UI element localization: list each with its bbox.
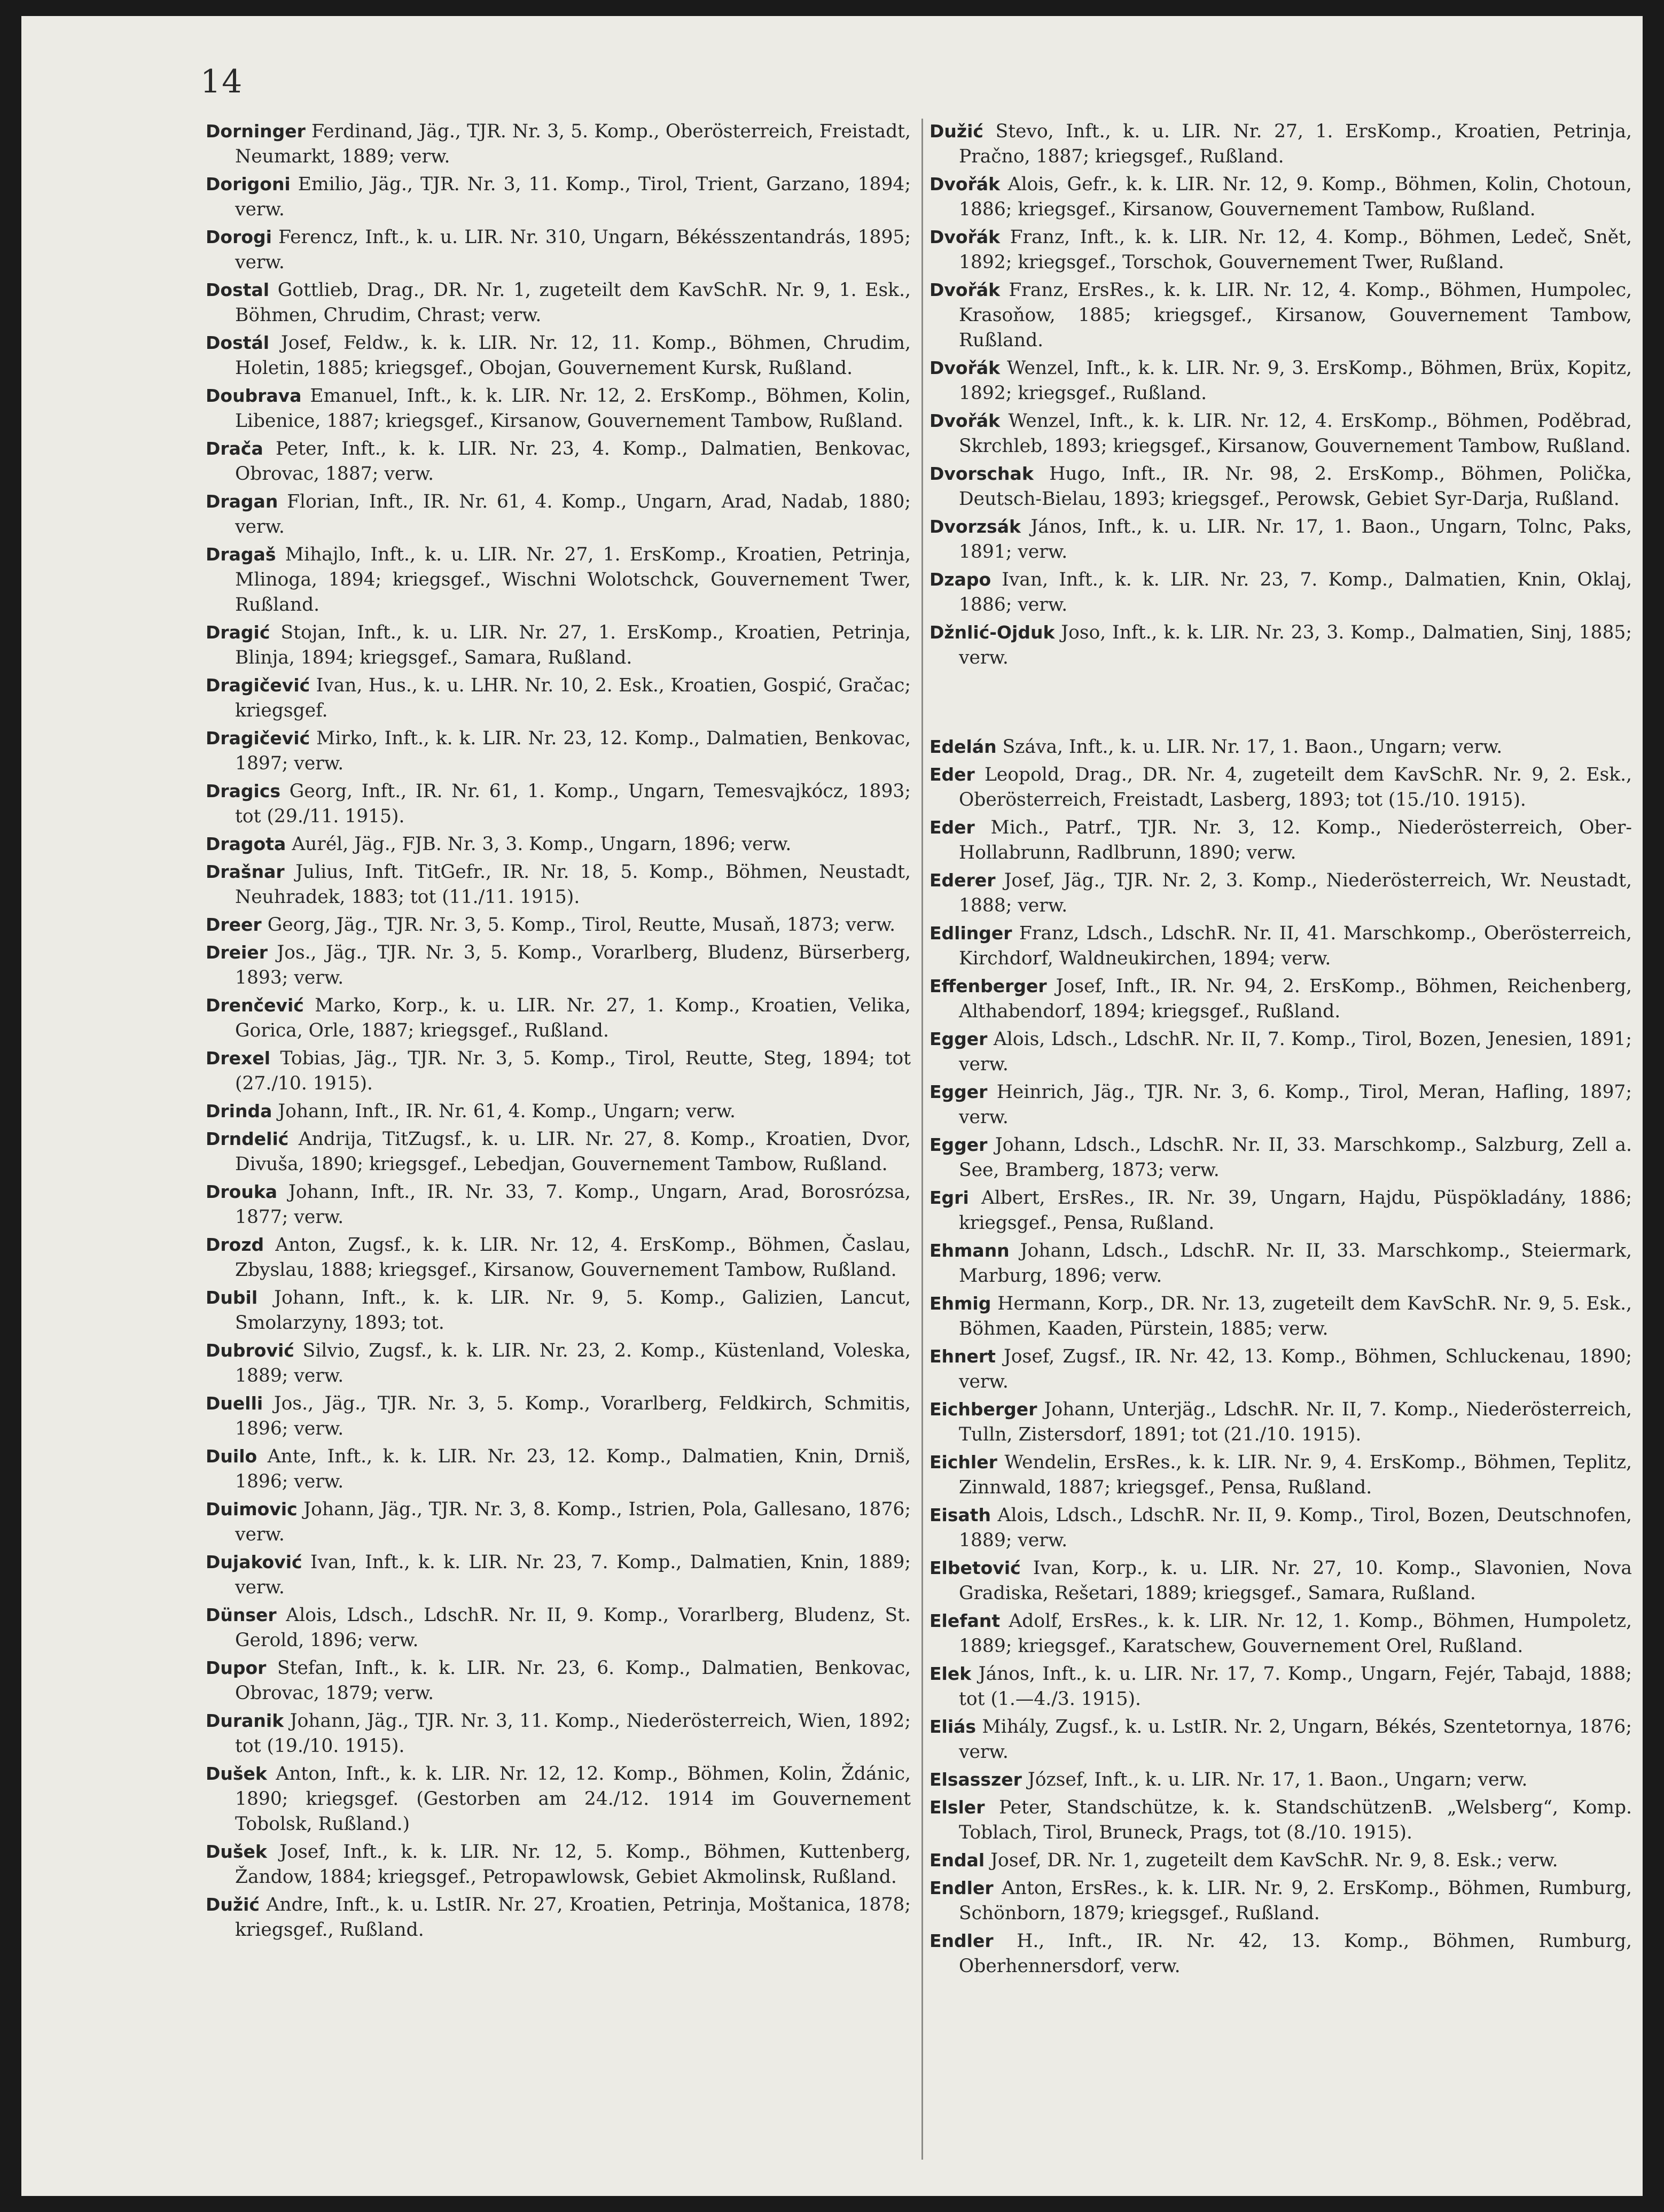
entry-surname: Elefant — [929, 1610, 1001, 1631]
entry-surname: Drenčević — [206, 995, 304, 1016]
entry-surname: Drašnar — [206, 861, 285, 882]
entry-surname: Eder — [929, 817, 975, 838]
register-entry — [929, 1848, 1632, 1873]
entry-details: Jos., Jäg., TJR. Nr. 3, 5. Komp., Vorarlberg, Bludenz, Bürserberg, 1893; verw. — [235, 942, 911, 988]
entry-surname: Dzapo — [929, 569, 991, 590]
right-column-upper — [929, 119, 1632, 671]
register-entry — [929, 620, 1632, 671]
entry-surname: Dužić — [929, 121, 983, 142]
entry-details: Wenzel, Inft., k. k. LIR. Nr. 12, 4. ErsKomp., Böhmen, Poděbrad, Skrchleb, 1893; kriegsgef., Kirsanow, Gouvernement Tambow, Rußland. — [959, 410, 1632, 457]
entry-surname: Dorigoni — [206, 174, 291, 194]
register-entry — [206, 542, 911, 618]
register-entry — [929, 1714, 1632, 1765]
entry-surname: Eichler — [929, 1452, 997, 1473]
entry-details: Stojan, Inft., k. u. LIR. Nr. 27, 1. ErsKomp., Kroatien, Petrinja, Blinja, 1894; kriegsgef., Samara, Rußland. — [235, 622, 911, 668]
register-entry — [929, 355, 1632, 406]
entry-surname: Dostál — [206, 332, 270, 353]
entry-details: Alois, Ldsch., LdschR. Nr. II, 9. Komp., Tirol, Bozen, Deutschnofen, 1889; verw. — [959, 1505, 1632, 1551]
entry-surname: Dostal — [206, 279, 270, 300]
entry-surname: Egger — [929, 1029, 988, 1049]
entry-details: Franz, Inft., k. k. LIR. Nr. 12, 4. Komp., Böhmen, Ledeč, Snět, 1892; kriegsgef., Torschok, Gouvernement Twer, Rußland. — [959, 227, 1632, 273]
entry-details: Jos., Jäg., TJR. Nr. 3, 5. Komp., Vorarlberg, Feldkirch, Schmitis, 1896; verw. — [235, 1393, 911, 1439]
entry-details: Josef, Inft., k. k. LIR. Nr. 12, 5. Komp., Böhmen, Kuttenberg, Žandow, 1884; kriegsgef., Petropawlowsk, Gebiet Akmolinsk, Rußland. — [235, 1841, 911, 1888]
entry-surname: Edelán — [929, 736, 997, 757]
register-entry — [206, 383, 911, 434]
entry-surname: Dujaković — [206, 1552, 302, 1572]
entry-surname: Doubrava — [206, 385, 302, 406]
register-entry — [206, 620, 911, 671]
entry-details: Alois, Ldsch., LdschR. Nr. II, 7. Komp., Tirol, Bozen, Jenesien, 1891; verw. — [959, 1029, 1632, 1075]
register-entry — [929, 1661, 1632, 1712]
entry-details: Wenzel, Inft., k. k. LIR. Nr. 9, 3. ErsKomp., Böhmen, Brüx, Kopitz, 1892; kriegsgef., Rußland. — [959, 357, 1632, 404]
entry-surname: Dušek — [206, 1841, 267, 1862]
entry-details: Mihajlo, Inft., k. u. LIR. Nr. 27, 1. ErsKomp., Kroatien, Petrinja, Mlinoga, 1894; kriegsgef., Wischni Wolotschck, Gouvernement Twer, Rußland. — [235, 544, 911, 616]
entry-details: Mirko, Inft., k. k. LIR. Nr. 23, 12. Komp., Dalmatien, Benkovac, 1897; verw. — [235, 728, 911, 774]
entry-details: Georg, Inft., IR. Nr. 61, 1. Komp., Ungarn, Temesvajkócz, 1893; tot (29./11. 1915). — [235, 781, 911, 827]
entry-details: Száva, Inft., k. u. LIR. Nr. 17, 1. Baon., Ungarn; verw. — [1002, 736, 1503, 758]
entry-details: Anton, Inft., k. k. LIR. Nr. 12, 12. Komp., Böhmen, Kolin, Ždánic, 1890; kriegsgef. (Gestorben am 24./12. 1914 im Gouvernement Tobolsk, Rußland.) — [235, 1763, 911, 1835]
entry-details: Hugo, Inft., IR. Nr. 98, 2. ErsKomp., Böhmen, Polička, Deutsch-Bielau, 1893; kriegsgef., Perowsk, Gebiet Syr-Darja, Rußland. — [959, 463, 1632, 510]
entry-surname: Ehmann — [929, 1240, 1010, 1261]
register-entry — [929, 1875, 1632, 1926]
entry-details: Stevo, Inft., k. u. LIR. Nr. 27, 1. ErsKomp., Kroatien, Petrinja, Pračno, 1887; kriegsgef., Rußland. — [959, 121, 1632, 167]
entry-details: Johann, Jäg., TJR. Nr. 3, 8. Komp., Istrien, Pola, Gallesano, 1876; verw. — [235, 1499, 911, 1545]
register-entry — [206, 831, 911, 857]
entry-details: Ivan, Inft., k. k. LIR. Nr. 23, 7. Komp., Dalmatien, Knin, 1889; verw. — [235, 1552, 911, 1598]
register-entry — [929, 973, 1632, 1024]
register-entry — [929, 277, 1632, 353]
entry-surname: Dubrović — [206, 1340, 294, 1361]
entry-surname: Endler — [929, 1878, 994, 1898]
register-entry — [206, 673, 911, 723]
entry-details: Heinrich, Jäg., TJR. Nr. 3, 6. Komp., Tirol, Meran, Hafling, 1897; verw. — [959, 1081, 1632, 1128]
entry-surname: Drndelić — [206, 1128, 289, 1149]
register-entry — [206, 1839, 911, 1890]
section-gap — [929, 673, 1632, 734]
entry-surname: Ehnert — [929, 1346, 996, 1367]
entry-surname: Edlinger — [929, 923, 1012, 944]
entry-surname: Eder — [929, 764, 975, 785]
register-entry — [206, 1892, 911, 1943]
entry-details: Mihály, Zugsf., k. u. LstIR. Nr. 2, Ungarn, Békés, Szentetornya, 1876; verw. — [959, 1716, 1632, 1763]
register-entry — [929, 461, 1632, 512]
register-entry — [929, 119, 1632, 169]
register-entry — [929, 815, 1632, 866]
entry-details: Silvio, Zugsf., k. k. LIR. Nr. 23, 2. Komp., Küstenland, Voleska, 1889; verw. — [235, 1340, 911, 1387]
register-entry — [929, 1608, 1632, 1659]
entry-surname: Egger — [929, 1134, 988, 1155]
entry-details: Albert, ErsRes., IR. Nr. 39, Ungarn, Hajdu, Püspökladány, 1886; kriegsgef., Pensa, Rußland. — [959, 1187, 1632, 1234]
entry-surname: Dragaš — [206, 544, 276, 565]
entry-surname: Elbetović — [929, 1557, 1021, 1578]
register-entry — [206, 1179, 911, 1230]
entry-surname: Dužić — [206, 1894, 260, 1915]
entry-details: Anton, Zugsf., k. k. LIR. Nr. 12, 4. ErsKomp., Böhmen, Časlau, Zbyslau, 1888; kriegsgef., Kirsanow, Gouvernement Tambow, Rußland. — [235, 1234, 911, 1281]
left-column — [206, 119, 911, 2160]
entry-details: János, Inft., k. u. LIR. Nr. 17, 1. Baon., Ungarn, Tolnc, Paks, 1891; verw. — [959, 516, 1632, 563]
entry-surname: Duelli — [206, 1393, 263, 1414]
entry-details: Johann, Inft., IR. Nr. 33, 7. Komp., Ungarn, Arad, Borosrózsa, 1877; verw. — [235, 1181, 911, 1228]
entry-details: Marko, Korp., k. u. LIR. Nr. 27, 1. Komp., Kroatien, Velika, Gorica, Orle, 1887; kriegsgef., Rußland. — [235, 995, 911, 1041]
right-column-lower — [929, 734, 1632, 1979]
register-entry — [206, 489, 911, 540]
entry-details: Peter, Standschütze, k. k. StandschützenB. „Welsberg“, Komp. Toblach, Tirol, Bruneck, Prags, tot (8./10. 1915). — [959, 1797, 1632, 1843]
entry-details: Ferencz, Inft., k. u. LIR. Nr. 310, Ungarn, Békésszentandrás, 1895; verw. — [235, 227, 911, 273]
register-entry — [206, 912, 911, 938]
entry-surname: Eichberger — [929, 1399, 1037, 1420]
entry-details: Johann, Jäg., TJR. Nr. 3, 11. Komp., Niederösterreich, Wien, 1892; tot (19./10. 1915). — [235, 1710, 911, 1757]
entry-surname: Egger — [929, 1081, 988, 1102]
entry-surname: Dragics — [206, 781, 281, 801]
entry-details: Josef, Jäg., TJR. Nr. 2, 3. Komp., Niederösterreich, Wr. Neustadt, 1888; verw. — [959, 870, 1632, 916]
entry-details: Johann, Ldsch., LdschR. Nr. II, 33. Marschkomp., Salzburg, Zell a. See, Bramberg, 1873; verw. — [959, 1134, 1632, 1181]
register-entry — [206, 1602, 911, 1653]
register-entry — [206, 1391, 911, 1442]
entry-details: Johann, Ldsch., LdschR. Nr. II, 33. Marschkomp., Steiermark, Marburg, 1896; verw. — [959, 1240, 1632, 1287]
register-entry — [929, 1767, 1632, 1793]
register-entry — [929, 868, 1632, 918]
entry-surname: Drinda — [206, 1101, 272, 1121]
register-entry — [206, 1046, 911, 1096]
register-entry — [206, 1338, 911, 1389]
entry-surname: Dorogi — [206, 227, 272, 247]
entry-details: Josef, Inft., IR. Nr. 94, 2. ErsKomp., Böhmen, Reichenberg, Althabendorf, 1894; kriegsgef., Rußland. — [959, 976, 1632, 1022]
entry-details: H., Inft., IR. Nr. 42, 13. Komp., Böhmen, Rumburg, Oberhennersdorf, verw. — [959, 1930, 1632, 1977]
entry-surname: Dvořák — [929, 174, 1001, 194]
entry-surname: Dupor — [206, 1657, 267, 1678]
entry-details: Hermann, Korp., DR. Nr. 13, zugeteilt dem KavSchR. Nr. 9, 5. Esk., Böhmen, Kaaden, Pürstein, 1885; verw. — [959, 1293, 1632, 1339]
entry-surname: Dušek — [206, 1763, 267, 1784]
entry-surname: Endler — [929, 1930, 994, 1951]
entry-details: Emanuel, Inft., k. k. LIR. Nr. 12, 2. ErsKomp., Böhmen, Kolin, Libenice, 1887; kriegsgef., Kirsanow, Gouvernement Tambow, Rußland. — [235, 385, 911, 432]
entry-surname: Ehmig — [929, 1293, 991, 1314]
register-entry — [929, 514, 1632, 565]
entry-details: Leopold, Drag., DR. Nr. 4, zugeteilt dem KavSchR. Nr. 9, 2. Esk., Oberösterreich, Freistadt, Lasberg, 1893; tot (15./10. 1915). — [959, 764, 1632, 811]
entry-surname: Drouka — [206, 1181, 278, 1202]
entry-surname: Egri — [929, 1187, 969, 1208]
register-entry — [929, 224, 1632, 275]
register-entry — [929, 408, 1632, 459]
register-entry — [929, 567, 1632, 618]
entry-details: Tobias, Jäg., TJR. Nr. 3, 5. Komp., Tirol, Reutte, Steg, 1894; tot (27./10. 1915). — [235, 1048, 911, 1094]
entry-details: Alois, Gefr., k. k. LIR. Nr. 12, 9. Komp., Böhmen, Kolin, Chotoun, 1886; kriegsgef., Kirsanow, Gouvernement Tambow, Rußland. — [959, 174, 1632, 220]
entry-details: Wendelin, ErsRes., k. k. LIR. Nr. 9, 4. ErsKomp., Böhmen, Teplitz, Zinnwald, 1887; kriegsgef., Pensa, Rußland. — [959, 1452, 1632, 1498]
entry-surname: Dubil — [206, 1287, 258, 1308]
entry-surname: Dvořák — [929, 410, 1001, 431]
entry-surname: Eisath — [929, 1505, 991, 1525]
register-entry — [206, 1232, 911, 1283]
entry-surname: Dvořák — [929, 357, 1001, 378]
entry-surname: Dvořák — [929, 279, 1001, 300]
register-entry — [206, 1549, 911, 1600]
register-entry — [929, 1291, 1632, 1342]
register-entry — [206, 1444, 911, 1494]
entry-details: Andre, Inft., k. u. LstIR. Nr. 27, Kroatien, Petrinja, Moštanica, 1878; kriegsgef., Rußland. — [235, 1894, 911, 1941]
entry-details: Ferdinand, Jäg., TJR. Nr. 3, 5. Komp., Oberösterreich, Freistadt, Neumarkt, 1889; verw. — [235, 121, 911, 167]
entry-surname: Dvořák — [929, 227, 1001, 247]
entry-surname: Dorninger — [206, 121, 306, 142]
entry-details: Franz, Ldsch., LdschR. Nr. II, 41. Marschkomp., Oberösterreich, Kirchdorf, Waldneukirchen, 1894; verw. — [959, 923, 1632, 969]
entry-details: Anton, ErsRes., k. k. LIR. Nr. 9, 2. ErsKomp., Böhmen, Rumburg, Schönborn, 1879; kriegsgef., Rußland. — [959, 1878, 1632, 1924]
register-entry — [929, 1450, 1632, 1500]
entry-details: Mich., Patrf., TJR. Nr. 3, 12. Komp., Niederösterreich, Ober-Hollabrunn, Radlbrunn, 1890; verw. — [959, 817, 1632, 863]
entry-surname: Drozd — [206, 1234, 264, 1255]
entry-surname: Duimovic — [206, 1499, 298, 1520]
entry-details: Johann, Inft., k. k. LIR. Nr. 9, 5. Komp., Galizien, Lancut, Smolarzyny, 1893; tot. — [235, 1287, 911, 1334]
register-entry — [929, 1132, 1632, 1183]
register-entry — [929, 172, 1632, 222]
column-divider — [921, 119, 923, 2160]
register-entry — [206, 436, 911, 487]
entry-surname: Drača — [206, 438, 263, 459]
register-entry — [929, 1079, 1632, 1130]
register-entry — [206, 330, 911, 381]
register-entry — [206, 1708, 911, 1759]
entry-details: Aurél, Jäg., FJB. Nr. 3, 3. Komp., Ungarn, 1896; verw. — [292, 834, 792, 855]
entry-surname: Dvorschak — [929, 463, 1034, 484]
register-entry — [929, 1238, 1632, 1289]
entry-details: Ivan, Inft., k. k. LIR. Nr. 23, 7. Komp., Dalmatien, Knin, Oklaj, 1886; verw. — [959, 569, 1632, 616]
entry-surname: Duranik — [206, 1710, 284, 1731]
entry-surname: Effenberger — [929, 976, 1047, 996]
entry-surname: Džnlić-Ojduk — [929, 622, 1055, 643]
entry-details: Gottlieb, Drag., DR. Nr. 1, zugeteilt dem KavSchR. Nr. 9, 1. Esk., Böhmen, Chrudim, Chrast; verw. — [235, 279, 911, 326]
entry-details: József, Inft., k. u. LIR. Nr. 17, 1. Baon., Ungarn; verw. — [1027, 1769, 1528, 1790]
right-column — [929, 119, 1632, 2160]
register-entry — [206, 119, 911, 169]
entry-details: Florian, Inft., IR. Nr. 61, 4. Komp., Ungarn, Arad, Nadab, 1880; verw. — [235, 491, 911, 538]
page-number: 14 — [200, 63, 244, 100]
entry-surname: Elsler — [929, 1797, 985, 1818]
entry-surname: Dreier — [206, 942, 268, 963]
register-entry — [206, 1497, 911, 1547]
entry-details: Andrija, TitZugsf., k. u. LIR. Nr. 27, 8. Komp., Kroatien, Dvor, Divuša, 1890; kriegsgef., Lebedjan, Gouvernement Tambow, Rußland. — [235, 1128, 911, 1175]
entry-surname: Drexel — [206, 1048, 271, 1069]
entry-surname: Ederer — [929, 870, 996, 891]
entry-details: Ivan, Korp., k. u. LIR. Nr. 27, 10. Komp., Slavonien, Nova Gradiska, Rešetari, 1889; kriegsgef., Samara, Rußland. — [959, 1557, 1632, 1604]
register-entry — [929, 1928, 1632, 1979]
entry-surname: Dragičević — [206, 728, 310, 749]
register-entry — [206, 1126, 911, 1177]
entry-surname: Dragić — [206, 622, 270, 643]
register-entry — [206, 1655, 911, 1706]
entry-surname: Dreer — [206, 914, 262, 935]
register-entry — [929, 1555, 1632, 1606]
entry-surname: Duilo — [206, 1446, 257, 1467]
entry-details: Franz, ErsRes., k. k. LIR. Nr. 12, 4. Komp., Böhmen, Humpolec, Krasoňow, 1885; kriegsgef., Kirsanow, Gouvernement Tambow, Rußland. — [959, 279, 1632, 351]
register-entry — [929, 1026, 1632, 1077]
entry-surname: Dünser — [206, 1605, 277, 1625]
register-entry — [206, 778, 911, 829]
register-entry — [206, 726, 911, 776]
register-entry — [929, 734, 1632, 760]
entry-details: Josef, DR. Nr. 1, zugeteilt dem KavSchR. Nr. 9, 8. Esk.; verw. — [990, 1850, 1558, 1871]
register-entry — [929, 762, 1632, 813]
entry-details: Josef, Zugsf., IR. Nr. 42, 13. Komp., Böhmen, Schluckenau, 1890; verw. — [959, 1346, 1632, 1392]
entry-surname: Elek — [929, 1663, 972, 1684]
register-entry — [929, 1397, 1632, 1447]
entry-details: Emilio, Jäg., TJR. Nr. 3, 11. Komp., Tirol, Trient, Garzano, 1894; verw. — [235, 174, 911, 220]
register-entry — [206, 940, 911, 991]
entry-surname: Dragota — [206, 834, 286, 854]
register-entry — [206, 224, 911, 275]
entry-details: Joso, Inft., k. k. LIR. Nr. 23, 3. Komp., Dalmatien, Sinj, 1885; verw. — [959, 622, 1632, 668]
register-entry — [929, 1502, 1632, 1553]
entry-details: Josef, Feldw., k. k. LIR. Nr. 12, 11. Komp., Böhmen, Chrudim, Holetin, 1885; kriegsgef., Obojan, Gouvernement Kursk, Rußland. — [235, 332, 911, 379]
entry-details: Ante, Inft., k. k. LIR. Nr. 23, 12. Komp., Dalmatien, Knin, Drniš, 1896; verw. — [235, 1446, 911, 1492]
entry-surname: Eliás — [929, 1716, 976, 1737]
register-entry — [206, 1761, 911, 1837]
register-entry — [929, 921, 1632, 971]
entry-details: Georg, Jäg., TJR. Nr. 3, 5. Komp., Tirol, Reutte, Musaň, 1873; verw. — [267, 914, 896, 936]
register-entry — [206, 172, 911, 222]
register-entry — [206, 993, 911, 1043]
entry-details: Stefan, Inft., k. k. LIR. Nr. 23, 6. Komp., Dalmatien, Benkovac, Obrovac, 1879; verw. — [235, 1657, 911, 1704]
entry-surname: Elsasszer — [929, 1769, 1022, 1790]
entry-details: Peter, Inft., k. k. LIR. Nr. 23, 4. Komp., Dalmatien, Benkovac, Obrovac, 1887; verw. — [235, 438, 911, 485]
entry-surname: Endal — [929, 1850, 985, 1871]
entry-surname: Dvorzsák — [929, 516, 1021, 537]
document-page — [21, 16, 1643, 2196]
entry-surname: Dragan — [206, 491, 278, 512]
register-entry — [929, 1344, 1632, 1395]
entry-details: Johann, Unterjäg., LdschR. Nr. II, 7. Komp., Niederösterreich, Tulln, Zistersdorf, 1891; tot (21./10. 1915). — [959, 1399, 1632, 1445]
entry-details: Alois, Ldsch., LdschR. Nr. II, 9. Komp., Vorarlberg, Bludenz, St. Gerold, 1896; verw. — [235, 1605, 911, 1651]
register-entry — [929, 1795, 1632, 1845]
register-entry — [206, 277, 911, 328]
entry-details: Adolf, ErsRes., k. k. LIR. Nr. 12, 1. Komp., Böhmen, Humpoletz, 1889; kriegsgef., Karatschew, Gouvernement Orel, Rußland. — [959, 1610, 1632, 1657]
entry-details: Ivan, Hus., k. u. LHR. Nr. 10, 2. Esk., Kroatien, Gospić, Gračac; kriegsgef. — [235, 675, 911, 721]
register-entry — [929, 1185, 1632, 1236]
register-entry — [206, 859, 911, 910]
entry-surname: Dragičević — [206, 675, 310, 696]
register-entry — [206, 1099, 911, 1124]
register-entry — [206, 1285, 911, 1336]
entry-details: Johann, Inft., IR. Nr. 61, 4. Komp., Ungarn; verw. — [278, 1101, 736, 1122]
entry-details: Julius, Inft. TitGefr., IR. Nr. 18, 5. Komp., Böhmen, Neustadt, Neuhradek, 1883; tot (11./11. 1915). — [235, 861, 911, 908]
entry-details: János, Inft., k. u. LIR. Nr. 17, 7. Komp., Ungarn, Fejér, Tabajd, 1888; tot (1.—4./3. 1915). — [959, 1663, 1632, 1710]
